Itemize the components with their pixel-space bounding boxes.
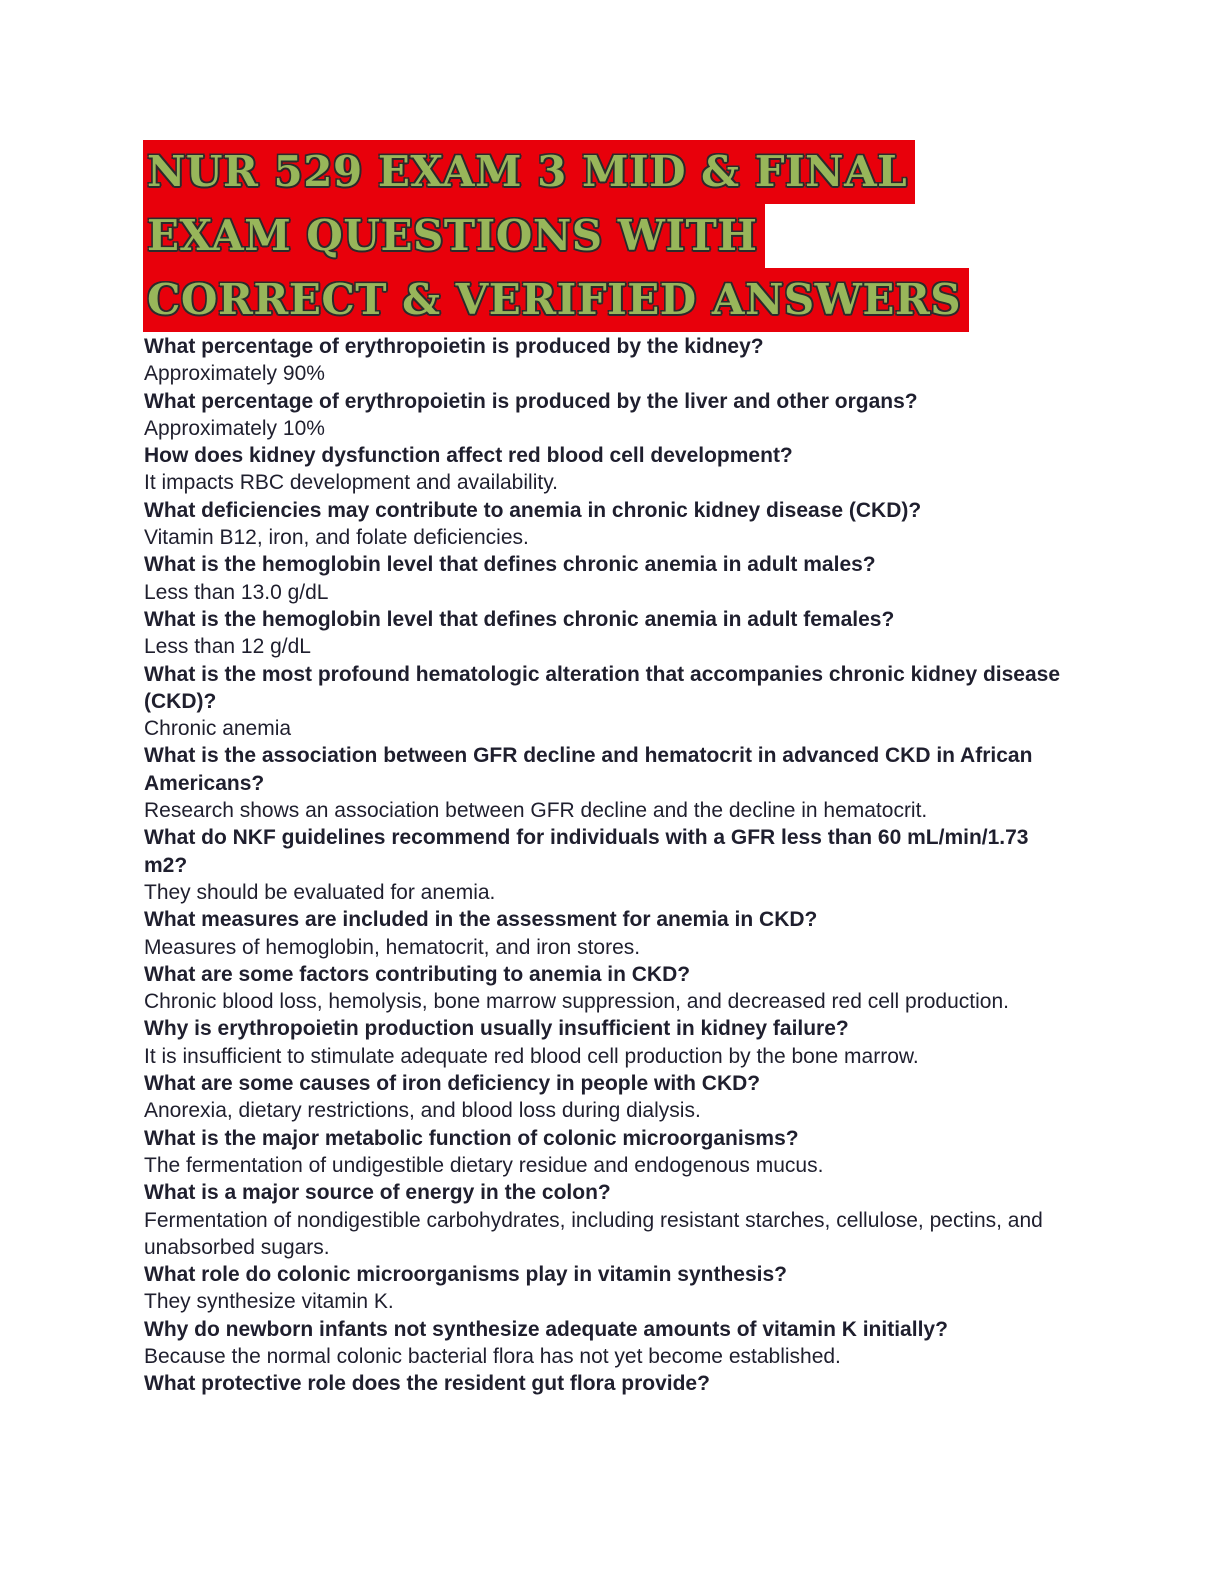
question: What is the hemoglobin level that defines chronic anemia in adult females? <box>144 607 895 631</box>
question: What is the major metabolic function of colonic microorganisms? <box>144 1126 799 1150</box>
question: What percentage of erythropoietin is produced by the liver and other organs? <box>144 389 918 413</box>
question: What is the hemoglobin level that defines chronic anemia in adult males? <box>144 553 876 577</box>
question: What deficiencies may contribute to anemia in chronic kidney disease (CKD)? <box>144 498 922 522</box>
answer: Measures of hemoglobin, hematocrit, and iron stores. <box>144 935 641 959</box>
answer: Fermentation of nondigestible carbohydrates, including resistant starches, cellulose, pectins, and unabsorbed sugars. <box>144 1208 1043 1259</box>
question: What is the most profound hematologic alteration that accompanies chronic kidney disease (CKD)? <box>144 662 1061 713</box>
question: What is a major source of energy in the colon? <box>144 1181 611 1205</box>
answer: The fermentation of undigestible dietary residue and endogenous mucus. <box>144 1153 824 1177</box>
question: What do NKF guidelines recommend for individuals with a GFR less than 60 mL/min/1.73 m2? <box>144 826 1029 877</box>
question: Why do newborn infants not synthesize adequate amounts of vitamin K initially? <box>144 1317 948 1341</box>
question: What percentage of erythropoietin is produced by the kidney? <box>144 335 764 358</box>
answer: Anorexia, dietary restrictions, and blood loss during dialysis. <box>144 1099 701 1123</box>
question: How does kidney dysfunction affect red blood cell development? <box>144 444 793 468</box>
answer: Approximately 90% <box>144 362 325 386</box>
answer: Because the normal colonic bacterial flora has not yet become established. <box>144 1344 841 1368</box>
question: What measures are included in the assessment for anemia in CKD? <box>144 908 818 932</box>
answer: Less than 13.0 g/dL <box>144 580 329 604</box>
title-line: NUR 529 EXAM 3 MID & FINAL <box>143 140 915 204</box>
question: Why is erythropoietin production usually insufficient in kidney failure? <box>144 1017 849 1041</box>
question: What role do colonic microorganisms play in vitamin synthesis? <box>144 1263 787 1287</box>
title-line: EXAM QUESTIONS WITH <box>143 204 765 268</box>
answer: Approximately 10% <box>144 416 325 440</box>
document-title <box>143 140 969 332</box>
answer: Vitamin B12, iron, and folate deficiencies. <box>144 526 529 550</box>
answer: Research shows an association between GFR decline and the decline in hematocrit. <box>144 799 928 823</box>
answer: Chronic blood loss, hemolysis, bone marrow suppression, and decreased red cell production. <box>144 990 1009 1014</box>
answer: Less than 12 g/dL <box>144 635 311 659</box>
question: What protective role does the resident gut flora provide? <box>144 1372 710 1396</box>
title-line: CORRECT & VERIFIED ANSWERS <box>143 268 969 332</box>
qa-list <box>144 333 1074 1398</box>
answer: They should be evaluated for anemia. <box>144 880 496 904</box>
answer: It is insufficient to stimulate adequate red blood cell production by the bone marrow. <box>144 1044 919 1068</box>
answer: It impacts RBC development and availability. <box>144 471 558 495</box>
question: What are some causes of iron deficiency in people with CKD? <box>144 1072 761 1096</box>
question: What are some factors contributing to anemia in CKD? <box>144 962 691 986</box>
question: What is the association between GFR decline and hematocrit in advanced CKD in African Americans? <box>144 744 1033 795</box>
answer: Chronic anemia <box>144 717 292 741</box>
answer: They synthesize vitamin K. <box>144 1290 394 1314</box>
